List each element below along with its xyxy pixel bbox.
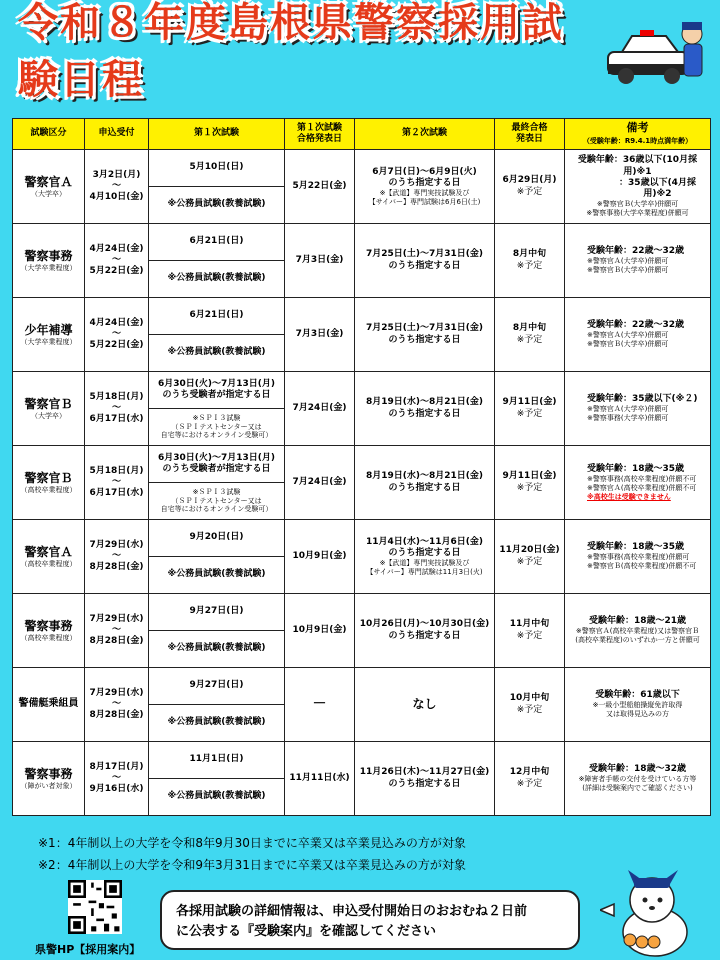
exam1-note1: ※ＳＰＩ３試験 (192, 487, 241, 496)
table-row (13, 742, 711, 779)
category-cell (13, 224, 85, 298)
exam1-date: 6月21日(日) (149, 224, 285, 261)
remark-3: (高校卒業程度)のいずれか一方と併願可 (575, 636, 700, 645)
table-row (13, 224, 711, 261)
category-name: 警察官Ａ (24, 544, 73, 559)
exam1-date: 6月21日(日) (149, 298, 285, 335)
result1-cell: 7月24日(金) (285, 446, 355, 520)
remark-2: ※一級小型船舶操縦免許取得 (592, 701, 683, 710)
remarks-cell (565, 150, 711, 224)
result1-cell: － (285, 668, 355, 742)
exam1-note2: （ＳＰＩテストセンター又は (171, 496, 262, 505)
result1-cell: 10月9日(金) (285, 520, 355, 594)
remark-3: ※警察官Ｂ(大学卒)併願可 (587, 340, 669, 349)
final-date: 9月11日(金) (502, 397, 557, 408)
apply-end: 5月22日(金) (89, 340, 144, 351)
category-name: 少年補導 (24, 322, 73, 337)
exam1-note3: 自宅等におけるオンライン受験可） (160, 505, 273, 514)
apply-tilde: ～ (111, 550, 121, 561)
apply-start: 7月29日(水) (89, 539, 144, 550)
category-sub: （大学卒業程度） (20, 263, 77, 272)
category-sub: （障がい者対象） (20, 781, 77, 790)
footnote-1: ※1：4年制以上の大学を令和8年9月30日までに卒業又は卒業見込みの方が対象 (38, 836, 466, 850)
remark-2: ：35歳以下(4月採用)※2 (619, 177, 696, 199)
bubble-line-2: に公表する『受験案内』を確認してください (176, 923, 437, 939)
exam2-line1: 11月4日(水)～11月6日(金) (365, 536, 484, 547)
exam1-note: ※公務員試験(教養試験) (149, 631, 285, 668)
exam2-line2: のうち指定する日 (388, 334, 461, 345)
exam2-note2: 【サイバー】専門試験は6月6日(土) (368, 197, 481, 206)
category-sub: （大学卒業程度） (20, 337, 77, 346)
apply-start: 5月18日(月) (89, 391, 144, 402)
remark-3: ※警察事務(大学卒)併願可 (587, 414, 669, 423)
qr-label: 県警HP【採用案内】 (35, 943, 141, 956)
header-final-line2: 発表日 (515, 134, 543, 144)
final-note: ※予定 (516, 778, 543, 789)
final-note: ※予定 (516, 482, 543, 493)
final-cell (495, 742, 565, 816)
exam1-note2: （ＳＰＩテストセンター又は (171, 422, 262, 431)
table-row (13, 372, 711, 409)
remark-2: ※警察官Ａ(大学卒)併願可 (587, 257, 669, 266)
footnote-2: ※2：4年制以上の大学を令和9年3月31日までに卒業又は卒業見込みの方が対象 (38, 858, 466, 872)
exam1-period (149, 446, 285, 483)
category-sub: （高校卒業程度） (20, 485, 77, 494)
apply-end: 8月28日(金) (89, 636, 144, 647)
apply-tilde: ～ (111, 698, 121, 709)
apply-tilde: ～ (111, 180, 121, 191)
category-cell (13, 372, 85, 446)
exam1-period (149, 372, 285, 409)
exam1-date: 9月20日(日) (149, 520, 285, 557)
remark-2: ※警察官Ａ(大学卒)併願可 (587, 405, 669, 414)
apply-end: 9月16日(水) (89, 784, 144, 795)
header-result1 (285, 119, 355, 150)
category-name: 警察官Ａ (24, 174, 73, 189)
header-final (495, 119, 565, 150)
schedule-table (12, 118, 711, 816)
header-remarks (565, 119, 711, 150)
result1-cell: 11月11日(水) (285, 742, 355, 816)
remark-3: ※警察官Ｂ(大学卒)併願可 (587, 266, 669, 275)
remark-1: 受験年齢：35歳以下(※２) (587, 394, 698, 405)
remark-2: ※警察事務(高校卒業程度)併願可 (587, 553, 690, 562)
category-name: 警察事務 (24, 766, 73, 781)
final-note: ※予定 (516, 704, 543, 715)
category-cell (13, 150, 85, 224)
exam2-line2: のうち指定する日 (388, 177, 461, 188)
category-name: 警察官Ｂ (24, 396, 73, 411)
exam1-line1: 6月30日(火)～7月13日(月) (157, 452, 276, 463)
exam1-line2: のうち受験者が指定する日 (162, 390, 271, 400)
remarks-cell (565, 668, 711, 742)
header-category: 試験区分 (13, 119, 85, 150)
apply-cell (85, 224, 149, 298)
final-date: 10月中旬 (509, 693, 550, 704)
exam2-line1: 10月26日(月)～10月30日(金) (359, 619, 490, 630)
exam2-cell (355, 446, 495, 520)
apply-end: 4月10日(金) (89, 192, 144, 203)
exam1-date: 9月27日(日) (149, 594, 285, 631)
remark-1: 受験年齢：18歳～32歳 (588, 764, 687, 775)
police-car-icon (600, 14, 710, 89)
header-exam1: 第１次試験 (149, 119, 285, 150)
header-result1-line2: 合格発表日 (296, 134, 342, 144)
final-note: ※予定 (516, 630, 543, 641)
final-date: 8月中旬 (512, 249, 547, 260)
exam2-line2: のうち指定する日 (388, 482, 461, 493)
apply-start: 7月29日(水) (89, 687, 144, 698)
category-name: 警察事務 (24, 248, 73, 263)
apply-end: 5月22日(金) (89, 266, 144, 277)
exam1-note: ※公務員試験(教養試験) (149, 335, 285, 372)
table-row (13, 668, 711, 705)
remark-3: 又は取得見込みの方 (606, 710, 669, 719)
category-sub: （大学卒） (31, 189, 66, 198)
remarks-cell (565, 372, 711, 446)
header-final-line1: 最終合格 (511, 122, 548, 133)
exam2-line1: 7月25日(土)～7月31日(金) (365, 323, 484, 334)
header-apply: 申込受付 (85, 119, 149, 150)
exam1-line2: のうち受験者が指定する日 (162, 464, 271, 474)
final-note: ※予定 (516, 556, 543, 567)
exam2-note1: ※【武道】専門実技試験及び (379, 189, 470, 197)
final-note: ※予定 (516, 260, 543, 271)
exam1-note: ※公務員試験(教養試験) (149, 557, 285, 594)
header-exam2: 第２次試験 (355, 119, 495, 150)
apply-tilde: ～ (111, 624, 121, 635)
mascot-dog-icon (600, 870, 700, 958)
qr-code-icon[interactable] (68, 880, 122, 934)
apply-end: 8月28日(金) (89, 562, 144, 573)
header-result1-line1: 第１次試験 (296, 122, 342, 133)
apply-end: 6月17日(水) (89, 414, 144, 425)
apply-cell (85, 446, 149, 520)
category-cell (13, 594, 85, 668)
apply-start: 4月24日(金) (89, 243, 144, 254)
final-date: 11月20日(金) (499, 545, 560, 556)
remark-1: 受験年齢：18歳～21歳 (588, 616, 687, 627)
category-cell (13, 742, 85, 816)
final-cell (495, 224, 565, 298)
apply-end: 6月17日(水) (89, 488, 144, 499)
exam2-cell: なし (355, 668, 495, 742)
exam2-cell (355, 150, 495, 224)
exam1-note: ※公務員試験(教養試験) (149, 779, 285, 816)
exam1-note: ※公務員試験(教養試験) (149, 705, 285, 742)
apply-cell (85, 742, 149, 816)
result1-cell: 7月24日(金) (285, 372, 355, 446)
exam2-cell (355, 224, 495, 298)
page-title: 令和８年度島根県警察採用試験日程 (18, 0, 564, 103)
final-cell (495, 446, 565, 520)
final-cell (495, 298, 565, 372)
remark-2: ※障害者手帳の交付を受けている方等 (578, 775, 697, 784)
category-name: 警察事務 (24, 618, 73, 633)
info-speech-bubble (160, 890, 580, 950)
category-sub: （高校卒業程度） (20, 559, 77, 568)
final-note: ※予定 (516, 186, 543, 197)
final-note: ※予定 (516, 408, 543, 419)
apply-start: 3月2日(月) (92, 169, 141, 180)
final-cell (495, 372, 565, 446)
remark-3: ※警察官Ｂ(大学卒)併願可 (596, 200, 679, 209)
apply-tilde: ～ (111, 476, 121, 487)
apply-end: 8月28日(金) (89, 710, 144, 721)
remarks-cell (565, 594, 711, 668)
header-remarks-line1: 備考 (626, 121, 649, 135)
exam2-line2: のうち指定する日 (388, 547, 461, 558)
apply-cell (85, 520, 149, 594)
apply-start: 5月18日(月) (89, 465, 144, 476)
remark-1: 受験年齢：61歳以下 (595, 690, 680, 701)
exam2-line2: のうち指定する日 (388, 778, 461, 789)
category-sub: （高校卒業程度） (20, 633, 77, 642)
apply-tilde: ～ (111, 328, 121, 339)
table-row (13, 150, 711, 187)
exam2-cell (355, 520, 495, 594)
remarks-cell (565, 446, 711, 520)
remark-3: (詳細は受験案内でご確認ください) (582, 784, 693, 793)
header-remarks-line2: （受験年齢：R9.4.1時点満年齢） (582, 136, 693, 145)
final-date: 12月中旬 (509, 767, 550, 778)
exam2-cell (355, 742, 495, 816)
bubble-line-1: 各採用試験の詳細情報は、申込受付開始日のおおむね２日前 (176, 904, 528, 919)
exam2-note2: 【サイバー】専門試験は11月3日(火) (366, 567, 483, 576)
remarks-cell (565, 520, 711, 594)
remark-1: 受験年齢：18歳～35歳 (587, 542, 685, 553)
remark-1: 受験年齢：36歳以下(10月採用)※1 (577, 155, 698, 177)
category-cell (13, 298, 85, 372)
remark-2: ※警察事務(高校卒業程度)併願不可 (587, 475, 697, 483)
table-row (13, 298, 711, 335)
category-cell (13, 446, 85, 520)
exam1-note (149, 483, 285, 520)
table-row (13, 446, 711, 483)
exam2-line2: のうち指定する日 (388, 630, 461, 641)
exam2-line2: のうち指定する日 (388, 408, 461, 419)
final-note: ※予定 (516, 334, 543, 345)
final-cell (495, 520, 565, 594)
remarks-cell (565, 298, 711, 372)
exam1-date: 5月10日(日) (149, 150, 285, 187)
apply-start: 4月24日(金) (89, 317, 144, 328)
apply-cell (85, 668, 149, 742)
final-cell (495, 594, 565, 668)
final-date: 6月29日(月) (502, 175, 557, 186)
category-cell (13, 520, 85, 594)
exam2-line1: 8月19日(水)～8月21日(金) (365, 397, 484, 408)
final-date: 11月中旬 (509, 619, 550, 630)
category-name: 警備艇乗組員 (18, 698, 79, 710)
exam1-note: ※公務員試験(教養試験) (149, 187, 285, 224)
final-cell (495, 150, 565, 224)
apply-cell (85, 150, 149, 224)
apply-start: 8月17日(月) (89, 761, 144, 772)
exam2-line1: 6月7日(日)～6月9日(火) (372, 166, 477, 177)
category-cell (13, 668, 85, 742)
category-sub: （大学卒） (31, 411, 66, 420)
exam1-date: 11月1日(日) (149, 742, 285, 779)
exam2-cell (355, 372, 495, 446)
apply-cell (85, 298, 149, 372)
exam2-note1: ※【武道】専門実技試験及び (379, 559, 470, 567)
table-header-row (13, 119, 711, 150)
exam2-cell (355, 298, 495, 372)
result1-cell: 7月3日(金) (285, 298, 355, 372)
exam2-line1: 11月26日(木)～11月27日(金) (359, 767, 490, 778)
apply-cell (85, 594, 149, 668)
remarks-cell (565, 224, 711, 298)
remark-4: ※警察事務(大学卒業程度)併願可 (586, 209, 689, 217)
remark-1: 受験年齢：22歳～32歳 (587, 246, 685, 257)
final-cell (495, 668, 565, 742)
remark-3: ※警察官Ａ(高校卒業程度)併願不可 (587, 483, 697, 492)
apply-start: 7月29日(水) (89, 613, 144, 624)
exam2-line1: 7月25日(土)～7月31日(金) (365, 249, 484, 260)
exam2-cell (355, 594, 495, 668)
exam1-note3: 自宅等におけるオンライン受験可） (160, 431, 273, 440)
result1-cell: 5月22日(金) (285, 150, 355, 224)
category-name: 警察官Ｂ (24, 470, 73, 485)
exam1-date: 9月27日(日) (149, 668, 285, 705)
remark-2: ※警察官Ａ(高校卒業程度)又は警察官Ｂ (575, 627, 700, 636)
remark-1: 受験年齢：22歳～32歳 (587, 320, 685, 331)
apply-cell (85, 372, 149, 446)
exam1-note (149, 409, 285, 446)
final-date: 9月11日(金) (502, 471, 557, 482)
result1-cell: 10月9日(金) (285, 594, 355, 668)
exam2-line2: のうち指定する日 (388, 260, 461, 271)
table-row (13, 594, 711, 631)
warning-note: ※高校生は受験できません (587, 492, 671, 501)
exam1-line1: 6月30日(火)～7月13日(月) (157, 378, 276, 389)
exam1-note: ※公務員試験(教養試験) (149, 261, 285, 298)
remark-1: 受験年齢：18歳～35歳 (587, 463, 685, 474)
result1-cell: 7月3日(金) (285, 224, 355, 298)
apply-tilde: ～ (111, 402, 121, 413)
remarks-cell (565, 742, 711, 816)
final-date: 8月中旬 (512, 323, 547, 334)
remark-2: ※警察官Ａ(大学卒)併願可 (587, 331, 669, 340)
remark-3: ※警察官Ｂ(高校卒業程度)併願不可 (587, 562, 697, 571)
exam2-line1: 8月19日(水)～8月21日(金) (365, 471, 484, 482)
exam1-note1: ※ＳＰＩ３試験 (192, 413, 241, 422)
apply-tilde: ～ (111, 254, 121, 265)
apply-tilde: ～ (111, 772, 121, 783)
table-row (13, 520, 711, 557)
